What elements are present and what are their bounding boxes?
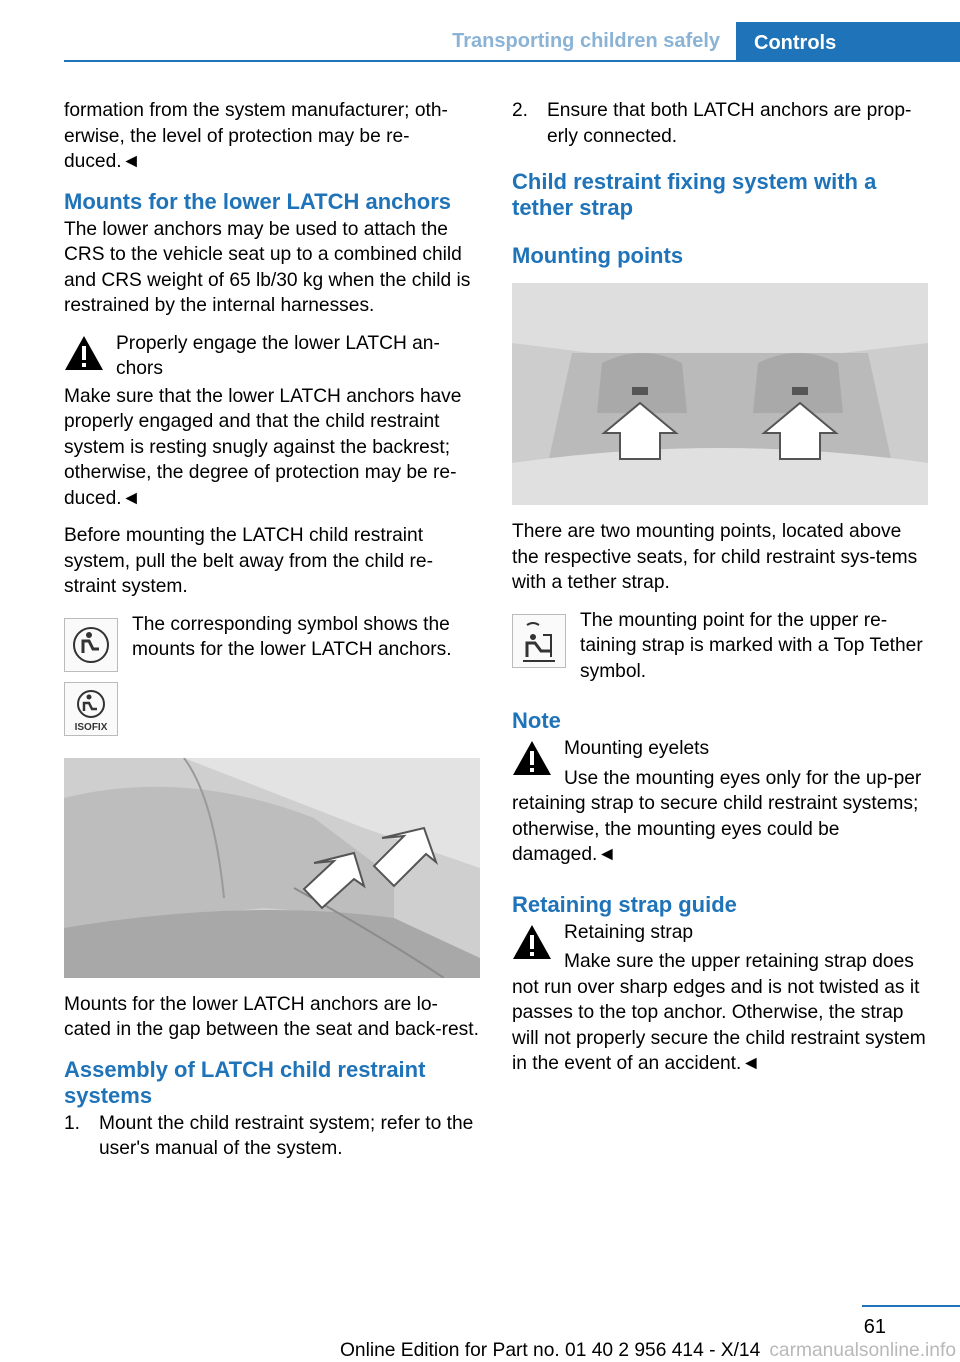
warning-eyelets-title: Mounting eyelets <box>564 738 710 759</box>
step-number: 2. <box>512 100 529 121</box>
latch-symbol-note <box>64 612 480 670</box>
assembly-step-2 <box>512 98 928 149</box>
online-edition-note: Online Edition for Part no. 01 40 2 956 414 - X/14 <box>340 1340 761 1361</box>
warning-eyelets <box>512 736 928 762</box>
heading-mounting-points: Mounting points <box>512 243 684 268</box>
step-text: Mount the child restraint system; refer to the user's manual of the system. <box>99 1112 474 1159</box>
header-chapter-tab[interactable]: Controls <box>736 22 960 62</box>
paragraph-two-points: There are two mounting points, located above the respective seats, for child restraint sys-tems with a tether strap. <box>512 521 918 593</box>
footer-rule <box>862 1305 960 1307</box>
heading-note: Note <box>512 708 561 733</box>
page-number: 61 <box>863 1316 886 1338</box>
right-column <box>512 98 928 1089</box>
isofix-label: ISOFIX <box>74 721 108 733</box>
warning-icon <box>64 335 104 371</box>
paragraph-engage: Make sure that the lower LATCH anchors have properly engaged and that the child restraint system is resting snugly against the backrest; otherwise, the degree of protection may be re-duced.◄ <box>64 385 462 509</box>
step-number: 1. <box>64 1112 81 1134</box>
mounting-points-illustration <box>512 283 928 505</box>
continued-paragraph: formation from the system manufacturer; oth-erwise, the level of protection may be re-duced.◄ <box>64 100 448 172</box>
warning-retaining-strap <box>512 920 928 946</box>
top-tether-symbol-note <box>512 608 928 685</box>
header-rule <box>64 60 960 62</box>
warning-icon <box>512 924 552 960</box>
rear-seat-latch-illustration <box>64 758 480 978</box>
paragraph-before-mounting: Before mounting the LATCH child restraint system, pull the belt away from the child re-straint system. <box>64 525 433 597</box>
assembly-step-1 <box>64 1111 480 1162</box>
warning-strap-text: Make sure the upper retaining strap does not run over sharp edges and is not twisted as it passes to the top anchor. Otherwise, the strap will not properly secure the child restraint system in the event of an accident.◄ <box>512 951 926 1074</box>
header-section-title: Transporting children safely <box>452 30 720 52</box>
child-seat-symbol-icon <box>64 618 118 672</box>
warning-strap-title: Retaining strap <box>564 921 694 943</box>
warning-icon <box>512 740 552 776</box>
assembly-steps-continued <box>512 98 928 149</box>
isofix-symbol-icon <box>64 682 118 736</box>
paragraph-lower-anchors: The lower anchors may be used to attach the CRS to the vehicle seat up to a combined child and CRS weight of 65 lb/30 kg when the child is restrained by the internal harnesses. <box>64 218 471 316</box>
latch-symbol-text: The corresponding symbol shows the mounts for the lower LATCH anchors. <box>132 613 452 660</box>
heading-tether: Child restraint fixing system with a tether strap <box>512 169 877 220</box>
heading-lower-latch: Mounts for the lower LATCH anchors <box>64 188 452 214</box>
left-column <box>64 98 480 1172</box>
watermark: carmanualsonline.info <box>769 1340 956 1361</box>
heading-assembly: Assembly of LATCH child restraint systems <box>64 1056 426 1108</box>
paragraph-gap: Mounts for the lower LATCH anchors are lo-cated in the gap between the seat and back-rest. <box>64 993 479 1040</box>
step-text: Ensure that both LATCH anchors are prop-erly connected. <box>547 100 912 147</box>
warning-eyelets-text: Use the mounting eyes only for the up-per retaining strap to secure child restraint systems; otherwise, the mounting eyes could be damaged.◄ <box>512 767 922 865</box>
top-tether-symbol-icon <box>512 614 566 668</box>
assembly-steps <box>64 1111 480 1162</box>
top-tether-symbol-text: The mounting point for the upper re-taining strap is marked with a Top Tether symbol. <box>580 609 923 682</box>
warning-engage <box>64 331 480 382</box>
heading-strap-guide: Retaining strap guide <box>512 891 737 917</box>
warning-engage-title: Properly engage the lower LATCH an-chors <box>116 332 440 379</box>
